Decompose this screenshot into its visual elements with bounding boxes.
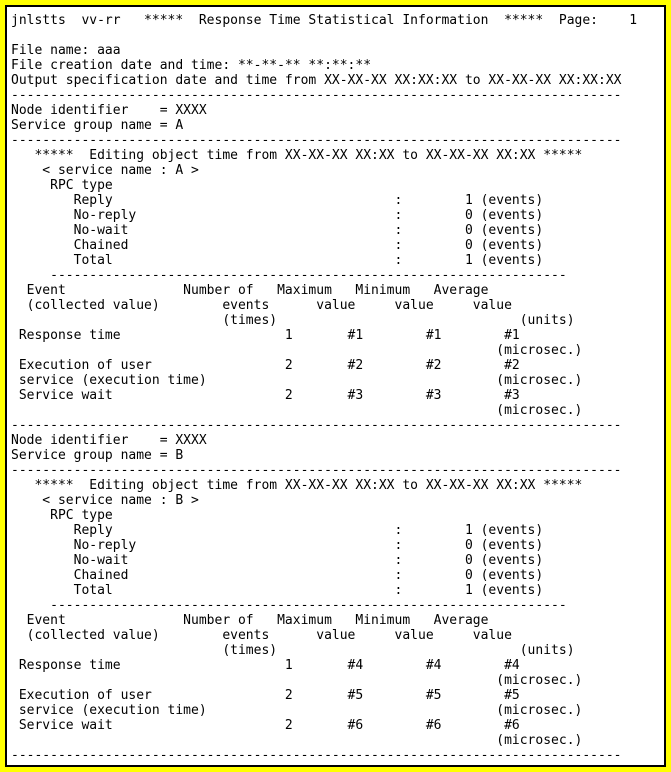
execution-row: Execution of user 2 #5 #5 #5 (11, 688, 520, 703)
report-header-line: jnlstts vv-rr ***** Response Time Statistical Information ***** Page: 1 (11, 13, 638, 28)
separator-line: ------------------------------------------------------------------------------ (11, 463, 622, 478)
section-b (11, 433, 662, 748)
service-name-line: < service name : B > (11, 493, 199, 508)
rpc-chained-row: Chained : 0 (events) (11, 238, 544, 253)
microsec-units-line: (microsec.) (11, 343, 583, 358)
rpc-no-reply-row: No-reply : 0 (events) (11, 538, 544, 553)
execution-row-continuation: service (execution time) (microsec.) (11, 373, 583, 388)
rpc-reply-row: Reply : 1 (events) (11, 523, 544, 538)
microsec-units-line: (microsec.) (11, 403, 583, 418)
rpc-chained-row: Chained : 0 (events) (11, 568, 544, 583)
output-spec-line: Output specification date and time from XX-XX-XX XX:XX:XX to XX-XX-XX XX:XX:XX (11, 73, 622, 88)
microsec-units-line: (microsec.) (11, 733, 583, 748)
table-separator-line: ------------------------------------------------------------------ (11, 598, 567, 613)
event-table-units-line: (times) (units) (11, 313, 575, 328)
rpc-type-label: RPC type (11, 508, 113, 523)
file-creation-line: File creation date and time: **-**-** **:**:** (11, 58, 372, 73)
service-wait-row: Service wait 2 #6 #6 #6 (11, 718, 520, 733)
event-table-units-line: (times) (units) (11, 643, 575, 658)
execution-row-continuation: service (execution time) (microsec.) (11, 703, 583, 718)
response-time-row: Response time 1 #1 #1 #1 (11, 328, 520, 343)
separator-line: ------------------------------------------------------------------------------ (11, 418, 622, 433)
rpc-type-label: RPC type (11, 178, 113, 193)
microsec-units-line: (microsec.) (11, 673, 583, 688)
service-name-line: < service name : A > (11, 163, 199, 178)
service-group-line: Service group name = B (11, 448, 184, 463)
execution-row: Execution of user 2 #2 #2 #2 (11, 358, 520, 373)
editing-object-time-line: ***** Editing object time from XX-XX-XX XX:XX to XX-XX-XX XX:XX ***** (11, 148, 583, 163)
section-a (11, 103, 662, 418)
table-separator-line: ------------------------------------------------------------------ (11, 268, 567, 283)
separator-line: ------------------------------------------------------------------------------ (11, 88, 622, 103)
separator-line: ------------------------------------------------------------------------------ (11, 748, 622, 763)
rpc-no-wait-row: No-wait : 0 (events) (11, 553, 544, 568)
rpc-no-reply-row: No-reply : 0 (events) (11, 208, 544, 223)
event-table-header-2: (collected value) events value value value (11, 298, 512, 313)
file-info (11, 43, 662, 88)
separator-line: ------------------------------------------------------------------------------ (11, 133, 622, 148)
rpc-total-row: Total : 1 (events) (11, 253, 544, 268)
event-table-header-1: Event Number of Maximum Minimum Average (11, 283, 489, 298)
report-page (5, 5, 666, 767)
node-identifier-line: Node identifier = XXXX (11, 433, 207, 448)
blank-line (11, 28, 662, 43)
service-wait-row: Service wait 2 #3 #3 #3 (11, 388, 520, 403)
rpc-total-row: Total : 1 (events) (11, 583, 544, 598)
event-table-header-2: (collected value) events value value value (11, 628, 512, 643)
node-identifier-line: Node identifier = XXXX (11, 103, 207, 118)
response-time-row: Response time 1 #4 #4 #4 (11, 658, 520, 673)
rpc-reply-row: Reply : 1 (events) (11, 193, 544, 208)
file-name-line: File name: aaa (11, 43, 121, 58)
service-group-line: Service group name = A (11, 118, 184, 133)
editing-object-time-line: ***** Editing object time from XX-XX-XX XX:XX to XX-XX-XX XX:XX ***** (11, 478, 583, 493)
event-table-header-1: Event Number of Maximum Minimum Average (11, 613, 489, 628)
rpc-no-wait-row: No-wait : 0 (events) (11, 223, 544, 238)
